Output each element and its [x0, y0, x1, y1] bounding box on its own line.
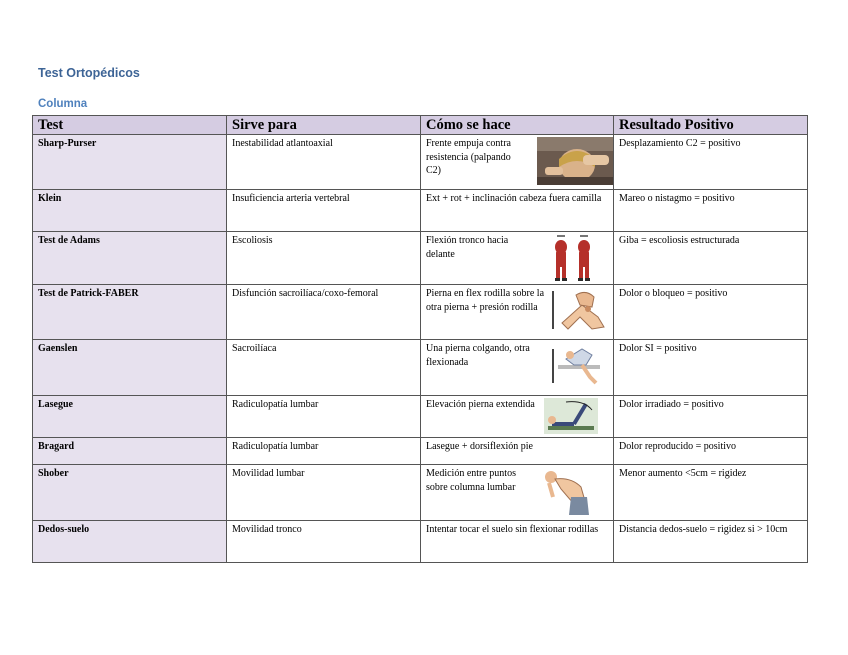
test-how-text: Elevación pierna extendida — [426, 399, 535, 410]
header-result: Resultado Positivo — [614, 116, 808, 135]
test-how — [421, 396, 614, 438]
test-name: Test de Adams — [33, 232, 227, 285]
test-result: Dolor o bloqueo = positivo — [614, 285, 808, 340]
test-purpose: Radiculopatía lumbar — [227, 438, 421, 465]
test-how — [421, 232, 614, 285]
table-row — [33, 396, 808, 438]
test-purpose: Movilidad lumbar — [227, 465, 421, 521]
sharp-purser-photo — [537, 137, 613, 185]
section-heading: Columna — [38, 98, 88, 110]
test-result: Giba = escoliosis estructurada — [614, 232, 808, 285]
orthopedic-tests-table — [32, 115, 808, 563]
table-row — [33, 465, 808, 521]
test-how-text: Pierna en flex rodilla sobre la otra pierna + presión rodilla — [426, 288, 545, 313]
test-how — [421, 340, 614, 396]
test-how-text: Flexión tronco hacia delante — [426, 235, 509, 260]
gaenslen-illustration — [552, 343, 602, 387]
table-row — [33, 285, 808, 340]
test-name: Shober — [33, 465, 227, 521]
test-result: Dolor reproducido = positivo — [614, 438, 808, 465]
table-header-row — [33, 116, 808, 135]
test-how — [421, 135, 614, 190]
test-how-text: Una pierna colgando, otra flexionada — [426, 343, 530, 368]
table-row — [33, 135, 808, 190]
test-purpose: Escoliosis — [227, 232, 421, 285]
table-row — [33, 340, 808, 396]
test-purpose: Disfunción sacroilíaca/coxo-femoral — [227, 285, 421, 340]
test-result: Dolor irradiado = positivo — [614, 396, 808, 438]
test-how — [421, 438, 614, 465]
test-name: Dedos-suelo — [33, 521, 227, 563]
header-purpose: Sirve para — [227, 116, 421, 135]
test-name: Lasegue — [33, 396, 227, 438]
test-purpose: Radiculopatía lumbar — [227, 396, 421, 438]
document-title: Test Ortopédicos — [38, 66, 140, 80]
shober-illustration — [541, 467, 593, 517]
test-name: Test de Patrick-FABER — [33, 285, 227, 340]
test-name: Sharp-Purser — [33, 135, 227, 190]
table-row — [33, 232, 808, 285]
test-result: Distancia dedos-suelo = rigidez si > 10cm — [614, 521, 808, 563]
test-result: Menor aumento <5cm = rigidez — [614, 465, 808, 521]
test-purpose: Movilidad tronco — [227, 521, 421, 563]
test-name: Gaenslen — [33, 340, 227, 396]
test-purpose: Insuficiencia arteria vertebral — [227, 190, 421, 232]
test-result: Desplazamiento C2 = positivo — [614, 135, 808, 190]
test-result: Mareo o nistagmo = positivo — [614, 190, 808, 232]
faber-illustration — [552, 287, 608, 333]
test-how-text: Intentar tocar el suelo sin flexionar rodillas — [426, 524, 599, 535]
test-how — [421, 465, 614, 521]
test-how-text: Lasegue + dorsiflexión pie — [426, 441, 533, 452]
test-result: Dolor SI = positivo — [614, 340, 808, 396]
header-how: Cómo se hace — [421, 116, 614, 135]
header-test: Test — [33, 116, 227, 135]
test-how-text: Medición entre puntos sobre columna lumbar — [426, 468, 516, 493]
test-how — [421, 521, 614, 563]
table-row — [33, 438, 808, 465]
table-row — [33, 521, 808, 563]
test-how — [421, 190, 614, 232]
test-purpose: Inestabilidad atlantoaxial — [227, 135, 421, 190]
test-name: Klein — [33, 190, 227, 232]
test-how-text: Frente empuja contra resistencia (palpando C2) — [426, 138, 511, 176]
lasegue-illustration — [544, 398, 598, 434]
test-purpose: Sacroilíaca — [227, 340, 421, 396]
test-how — [421, 285, 614, 340]
adams-figures — [551, 235, 595, 281]
test-how-text: Ext + rot + inclinación cabeza fuera camilla — [426, 193, 602, 204]
test-name: Bragard — [33, 438, 227, 465]
table-row — [33, 190, 808, 232]
